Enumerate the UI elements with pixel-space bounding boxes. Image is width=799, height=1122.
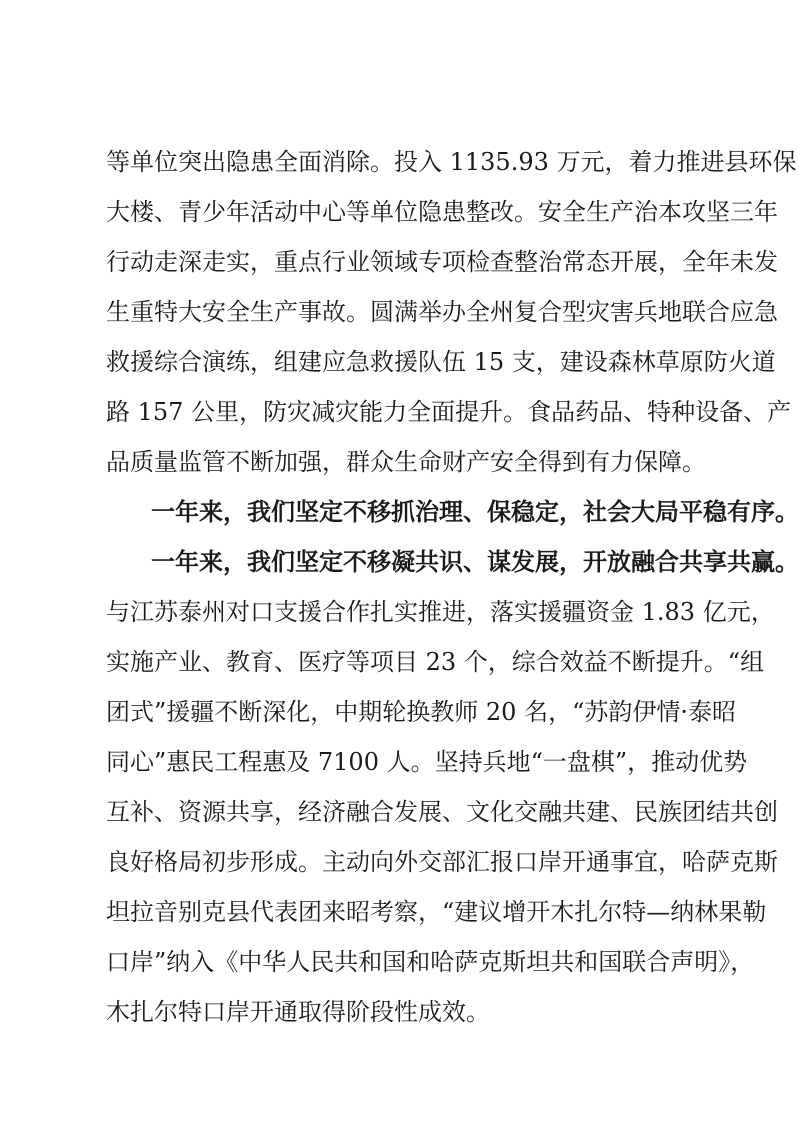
body-text-line: 木扎尔特口岸开通取得阶段性成效。 — [106, 998, 490, 1026]
body-text-line: 坦拉音别克县代表团来昭考察，“建议增开木扎尔特—纳林果勒 — [106, 898, 767, 926]
body-text-line: 团式”援疆不断深化，中期轮换教师 20 名，“苏韵伊情·泰昭 — [106, 698, 736, 726]
body-text-line: 大楼、青少年活动中心等单位隐患整改。安全生产治本攻坚三年 — [106, 198, 778, 226]
bold-heading-line: 一年来，我们坚定不移抓治理、保稳定，社会大局平稳有序。 — [151, 497, 799, 526]
bold-heading-line: 一年来，我们坚定不移凝共识、谋发展，开放融合共享共赢。 — [151, 547, 799, 576]
body-text-line: 实施产业、教育、医疗等项目 23 个，综合效益不断提升。“组 — [106, 648, 765, 676]
body-text-line: 生重特大安全生产事故。圆满举办全州复合型灾害兵地联合应急 — [106, 298, 778, 326]
body-text-line: 良好格局初步形成。主动向外交部汇报口岸开通事宜，哈萨克斯 — [106, 848, 778, 876]
body-text-line: 互补、资源共享，经济融合发展、文化交融共建、民族团结共创 — [106, 798, 778, 826]
body-text-line: 路 157 公里，防灾减灾能力全面提升。食品药品、特种设备、产 — [106, 398, 792, 426]
body-text-line: 等单位突出隐患全面消除。投入 1135.93 万元，着力推进县环保 — [106, 148, 797, 176]
body-text-line: 行动走深走实，重点行业领域专项检查整治常态开展，全年未发 — [106, 248, 778, 276]
body-text-line: 救援综合演练，组建应急救援队伍 15 支，建设森林草原防火道 — [106, 348, 776, 376]
body-text-line: 同心”惠民工程惠及 7100 人。坚持兵地“一盘棋”，推动优势 — [106, 748, 748, 776]
body-text-line: 与江苏泰州对口支援合作扎实推进，落实援疆资金 1.83 亿元， — [106, 598, 775, 626]
body-text-line: 品质量监管不断加强，群众生命财产安全得到有力保障。 — [106, 448, 706, 476]
body-text-line: 口岸”纳入《中华人民共和国和哈萨克斯坦共和国联合声明》， — [106, 948, 755, 976]
